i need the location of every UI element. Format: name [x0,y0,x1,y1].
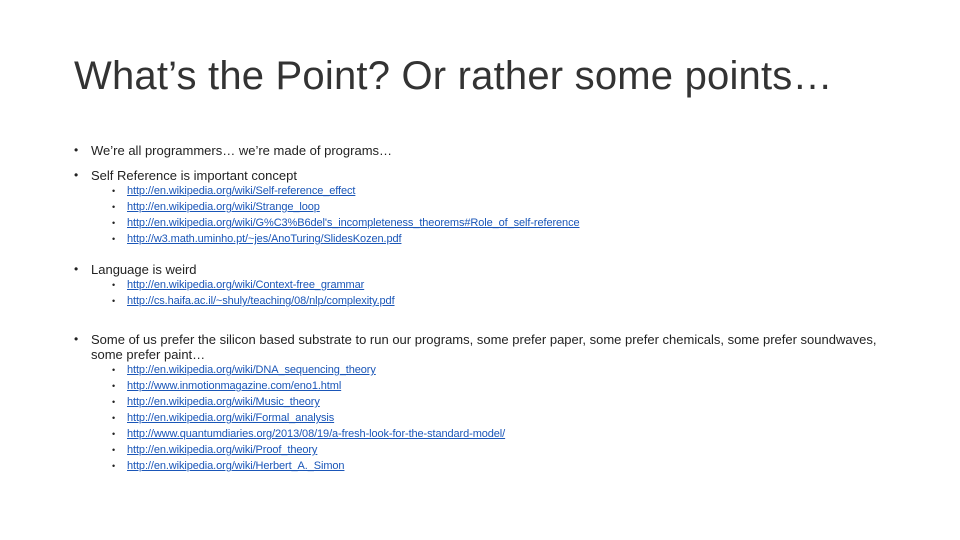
link[interactable]: http://en.wikipedia.org/wiki/DNA_sequencing_theory [127,364,376,376]
link-list [74,183,904,247]
bullet-text: • Some of us prefer the silicon based substrate to run our programs, some prefer paper, some prefer chemicals, some prefer soundwaves, some prefer paint… [74,332,904,362]
list-item [74,458,904,474]
bullet-text: • Self Reference is important concept [74,168,904,183]
list-item [74,215,904,231]
list-item [74,378,904,394]
link-list [74,362,904,474]
list-item [74,277,904,293]
list-item [74,362,904,378]
bullet-substrate [74,332,904,474]
link[interactable]: http://cs.haifa.ac.il/~shuly/teaching/08/nlp/complexity.pdf [127,295,395,307]
link[interactable]: http://en.wikipedia.org/wiki/Self-reference_effect [127,185,356,197]
link[interactable]: http://en.wikipedia.org/wiki/Herbert_A._Simon [127,460,345,472]
link[interactable]: http://en.wikipedia.org/wiki/Music_theory [127,396,320,408]
list-item [74,231,904,247]
link[interactable]: http://en.wikipedia.org/wiki/Formal_analysis [127,412,335,424]
list-item [74,410,904,426]
link[interactable]: http://en.wikipedia.org/wiki/Context-free_grammar [127,279,365,291]
list-item [74,426,904,442]
link[interactable]: http://en.wikipedia.org/wiki/G%C3%B6del's_incompleteness_theorems#Role_of_self-reference [127,217,580,229]
list-item [74,199,904,215]
bullet-text: • We’re all programmers… we’re made of programs… [74,143,904,158]
link-list [74,277,904,309]
bullet-text: • Language is weird [74,262,904,277]
bullet-language [74,262,904,309]
link[interactable]: http://w3.math.uminho.pt/~jes/AnoTuring/SlidesKozen.pdf [127,233,402,245]
bullet-self-reference [74,168,904,247]
list-item [74,394,904,410]
bullet-programmers [74,143,904,158]
list-item [74,183,904,199]
link[interactable]: http://en.wikipedia.org/wiki/Proof_theory [127,444,318,456]
link[interactable]: http://www.inmotionmagazine.com/eno1.html [127,380,342,392]
slide-title: What’s the Point? Or rather some points… [74,54,833,98]
list-item [74,293,904,309]
link[interactable]: http://www.quantumdiaries.org/2013/08/19/a-fresh-look-for-the-standard-model/ [127,428,506,440]
slide-body [74,143,904,474]
link[interactable]: http://en.wikipedia.org/wiki/Strange_loop [127,201,320,213]
list-item [74,442,904,458]
